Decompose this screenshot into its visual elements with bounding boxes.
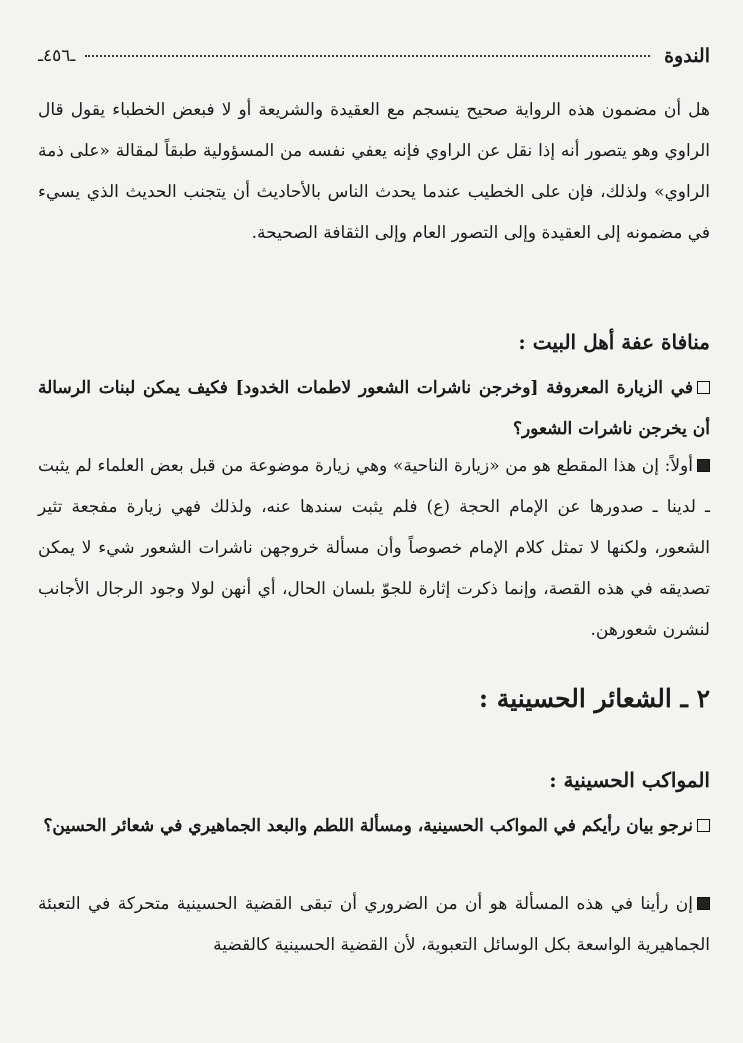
question-2-text: نرجو بيان رأيكم في المواكب الحسينية، ومسألة اللطم والبعد الجماهيري في شعائر الحسين؟ — [43, 816, 693, 836]
answer-paragraph-2 — [38, 884, 710, 966]
running-title: الندوة — [664, 45, 710, 67]
section-heading-husseini-rites: ٢ ـ الشعائر الحسينية : — [478, 684, 710, 713]
page-header — [38, 40, 710, 72]
question-1-text: في الزيارة المعروفة [وخرجن ناشرات الشعور لاطمات الخدود] فكيف يمكن لبنات الرسالة أن يخرجن ناشرات الشعور؟ — [38, 378, 710, 439]
filled-square-icon — [697, 459, 710, 472]
intro-paragraph: هل أن مضمون هذه الرواية صحيح ينسجم مع العقيدة والشريعة أو لا فبعض الخطباء يقول قال الراوي وهو يتصور أنه إذا نقل عن الراوي فإنه يعفي نفسه من المسؤولية طبقاً لمقالة «على ذمة الراوي» ولذلك، فإن على الخطيب عندما يحدث الناس بالأحاديث أن يتجنب الحديث الذي يسيء في مضمونه إلى العقيدة وإلى التصور العام وإلى الثقافة الصحيحة. — [38, 100, 710, 243]
header-dotted-rule — [85, 55, 650, 57]
hollow-square-icon — [697, 819, 710, 832]
page-number: ـ٤٥٦ـ — [38, 46, 76, 66]
question-paragraph-2 — [38, 806, 710, 847]
hollow-square-icon — [697, 381, 710, 394]
answer-paragraph-1 — [38, 446, 710, 651]
question-paragraph-1 — [38, 368, 710, 450]
filled-square-icon — [697, 897, 710, 910]
book-page — [38, 0, 710, 1043]
answer-1-text: أولاً: إن هذا المقطع هو من «زيارة الناحية» وهي زيارة موضوعة من قبل بعض العلماء لم يثبت ـ لدينا ـ صدورها عن الإمام الحجة (ع) فلم يثبت سندها عنه، ولذلك فهي زيارة مفجعة تثير الشعور، ولكنها لا تمثل كلام الإمام خصوصاً وأن مسألة خروجهن ناشرات الشعور شيء لا يمكن تصديقه في هذه القصة، وإنما ذكرت إثارة للجوّ بلسان الحال، أي أنهن لولا وجود الرجال الأجانب لنشرن شعورهن. — [38, 456, 710, 640]
subheading-processions: المواكب الحسينية : — [549, 768, 710, 792]
answer-2-text: إن رأينا في هذه المسألة هو أن من الضروري أن تبقى القضية الحسينية متحركة في التعبئة الجماهيرية الواسعة بكل الوسائل التعبوية، لأن القضية الحسينية كالقضية — [38, 894, 710, 955]
section-heading-chastity: منافاة عفة أهل البيت : — [518, 330, 710, 354]
